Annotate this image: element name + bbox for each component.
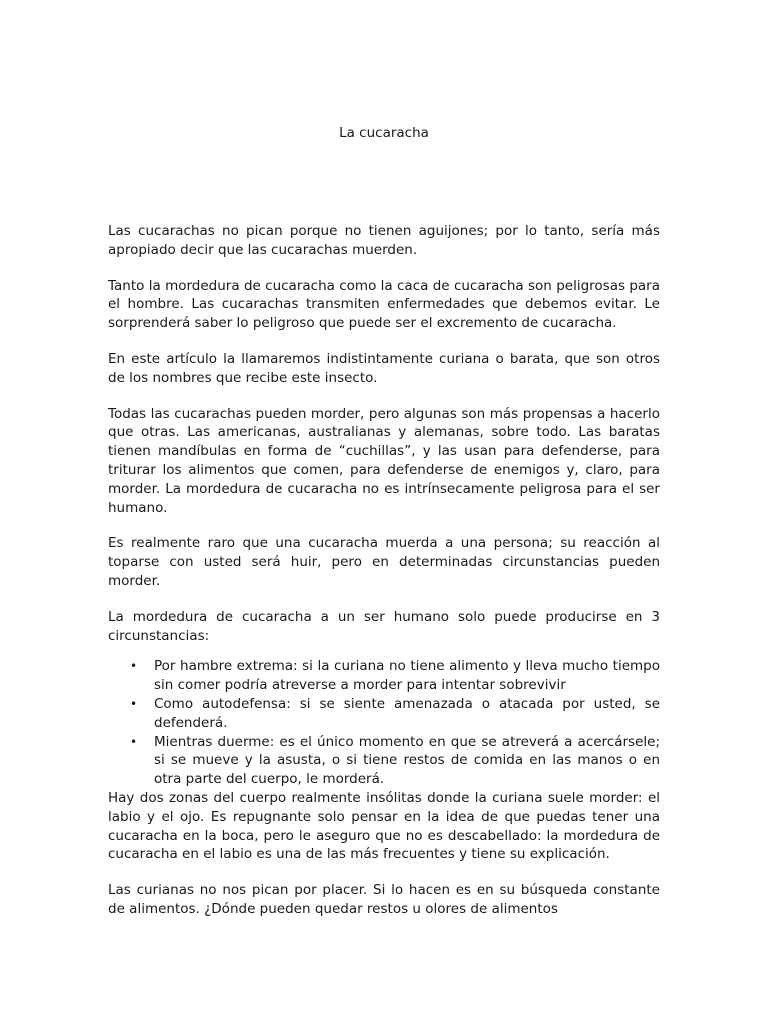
paragraph: Todas las cucarachas pueden morder, pero algunas son más propensas a hacerlo que otras. Las americanas, australianas y alemanas, sobre todo. Las baratas tienen mandíbulas en forma de “cuchillas”, y las usan para defenderse, para triturar los alimentos que comen, para defenderse de enemigos y, claro, para morder. La mordedura de cucaracha no es intrínsecamente peligrosa para el ser humano. xyxy=(108,405,660,516)
paragraph: Las cucarachas no pican porque no tienen aguijones; por lo tanto, sería más apropiado decir que las cucarachas muerden. xyxy=(108,223,660,258)
list-item-text: Como autodefensa: si se siente amenazada o atacada por usted, se defenderá. xyxy=(154,695,660,731)
list-item xyxy=(130,733,660,789)
document-title: La cucaracha xyxy=(339,125,429,141)
paragraph: En este artículo la llamaremos indistintamente curiana o barata, que son otros de los nombres que recibe este insecto. xyxy=(108,350,660,386)
paragraph: Es realmente raro que una cucaracha muerda a una persona; su reacción al toparse con usted será huir, pero en determinadas circunstancias pueden morder. xyxy=(108,535,660,589)
bullet-list xyxy=(108,657,660,789)
paragraph: Hay dos zonas del cuerpo realmente insólitas donde la curiana suele morder: el labio y el ojo. Es repugnante solo pensar en la idea de que puedas tener una cucaracha en la boca, pero le aseguro que no es descabellado: la mordedura de cucaracha en el labio es una de las más frecuentes y tiene su explicación. xyxy=(108,789,660,863)
bullet-marker-icon: • xyxy=(130,696,138,711)
bullet-marker-icon: • xyxy=(130,659,138,674)
list-item xyxy=(130,695,660,733)
list-item xyxy=(130,657,660,695)
list-item-text: Por hambre extrema: si la curiana no tiene alimento y lleva mucho tiempo sin comer podría atreverse a morder para intentar sobrevivir xyxy=(154,658,660,694)
document-body xyxy=(108,222,660,919)
bullet-marker-icon: • xyxy=(130,734,138,749)
paragraph: Las curianas no nos pican por placer. Si lo hacen es en su búsqueda constante de alimentos. ¿Dónde pueden quedar restos u olores de alimentos xyxy=(108,882,660,917)
list-item-text: Mientras duerme: es el único momento en que se atreverá a acercársele; si se mueve y la asusta, o si tiene restos de comida en las manos o en otra parte del cuerpo, le morderá. xyxy=(154,733,660,788)
paragraph: Tanto la mordedura de cucaracha como la caca de cucaracha son peligrosas para el hombre. Las cucarachas transmiten enfermedades que debemos evitar. Le sorprenderá saber lo peligroso que puede ser el excremento de cucaracha. xyxy=(108,277,660,332)
list-intro-paragraph: La mordedura de cucaracha a un ser humano solo puede producirse en 3 circunstancias: xyxy=(108,608,660,644)
